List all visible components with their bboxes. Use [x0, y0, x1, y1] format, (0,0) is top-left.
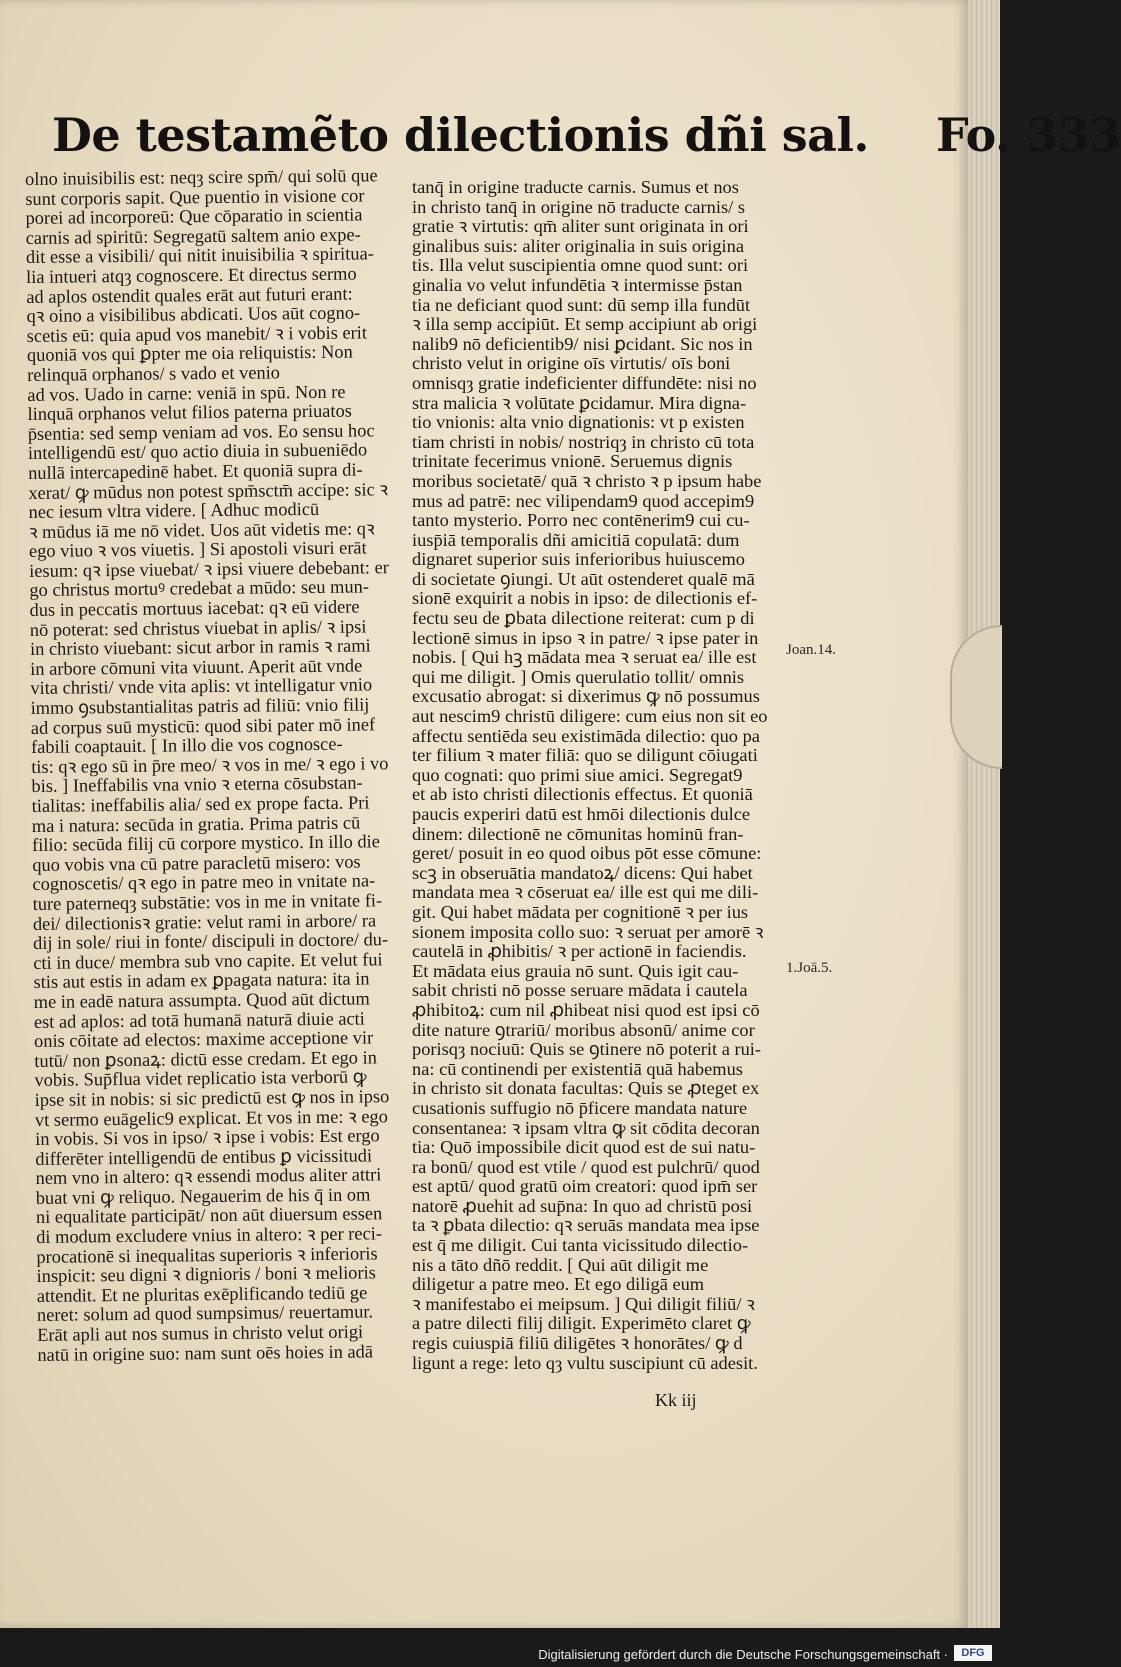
text-line: cti in duce/ membra sub vno capite. Et velut fui [33, 949, 383, 973]
text-line: trinitate fecerimus vnionē. Seruemus dignis [412, 451, 733, 472]
text-line: quo vobis vna cū patre paracletū misero: vos [32, 851, 361, 875]
text-line: gratie ꝛ virtutis: qm̄ aliter sunt originata in ori [412, 216, 749, 237]
text-line: natorē ꝓuehit ad sup̄na: In quo ad christū posi [412, 1195, 753, 1216]
header-title: De testamẽto dilectionis dñi sal. [52, 108, 869, 162]
text-line: sunt corporis sapit. Que puentio in visione cor [25, 185, 365, 209]
text-line: nalib9 nō deficientib9/ nisi ꝑcidant. Sic nos in [412, 333, 753, 354]
text-line: ta ꝛ ꝑbata dilectio: qꝛ seruās mandata mea ipse [412, 1215, 760, 1236]
text-line: mandata mea ꝛ cōseruat ea/ ille est qui me dili- [412, 882, 759, 903]
text-line: natū in origine suo: nam sunt oēs hoies in adā [37, 1341, 374, 1365]
text-line: tanq̄ in origine traducte carnis. Sumus et nos [412, 177, 739, 197]
text-line: xerat/ ꝙ mūdus non potest spm̄sctm̄ accipe: sic ꝛ [28, 478, 389, 503]
text-line: ligunt a rege: leto qȝ vultu suscipiunt cū adesit. [412, 1352, 758, 1373]
text-line: procationē si inequalitas superioris ꝛ inferioris [36, 1243, 378, 1267]
text-line: dij in sole/ riui in fonte/ discipuli in doctore/ du- [32, 929, 389, 954]
text-line: scꝫ in obseruātia mandatoꝝ/ dicens: Qui habet [412, 862, 753, 883]
text-line: porei ad incorporeū: Que cōparatio in scientia [25, 204, 363, 229]
text-line: nobis. [ Qui hꝫ mādata mea ꝛ seruat ea/ ille est [412, 647, 757, 668]
text-line: fabili coaptauit. [ In illo die vos cognosce- [30, 733, 343, 758]
dfg-logo: DFG [954, 1645, 992, 1661]
text-line: go christus mortuꝰ credebat a mūdo: seu mun- [29, 576, 370, 601]
text-line: ginalibus suis: aliter originalia in suis origina [412, 235, 745, 256]
text-line: lia intueri atqȝ cognoscere. Et directus sermo [26, 263, 357, 287]
text-line: Et mādata eius grauia nō sunt. Quis igit cau- [412, 960, 739, 981]
text-line: onis cōitate ad electos: maxime acceptione vir [34, 1027, 374, 1052]
text-line: geret/ posuit in eo quod oibus pōt esse cōmune: [412, 843, 762, 864]
text-line: tutū/ non ꝑsonaꝝ: dictū esse credam. Et ego in [34, 1047, 377, 1071]
text-line: cautelā in ꝓhibitis/ ꝛ per actionē in faciendis. [412, 941, 747, 962]
text-line: tiam christi in nobis/ nostriqȝ in christo cū tota [412, 431, 755, 452]
text-line: dignaret superior suis inferioribus huiuscemo [412, 549, 746, 570]
text-line: ture paterneqȝ substātie: vos in me in vnitate fi- [32, 890, 383, 914]
text-line: omnisqȝ gratie indeficienter diffundēte: nisi no [412, 372, 757, 393]
text-line: di societate ꝯiungi. Ut aūt ostenderet qualē mā [412, 568, 755, 589]
text-line: tia ne deficiant quod sunt: dū semp illa fundūt [412, 294, 751, 315]
text-line: vita christi/ vnde vita aplis: vt intelligatur vnio [30, 674, 373, 699]
right-text-column [412, 178, 777, 1373]
text-line: ra bonū/ quod est vtile / quod est pulchrū/ quod [412, 1156, 760, 1177]
text-line: buat vni ꝙ reliquo. Negauerim de his q̄ in om [35, 1184, 371, 1208]
text-line: est q̄ me diligit. Cui tanta vicissitudo dilectio- [412, 1235, 749, 1256]
text-line: nec iesum vltra videre. [ Adhuc modicū [28, 499, 320, 523]
text-line: ipse sit in nobis: si sic predictū est ꝙ nos in ipso [34, 1086, 390, 1110]
text-line: consentanea: ꝛ ipsam vltra ꝙ sit cōdita decoran [412, 1117, 760, 1138]
page-edges [968, 0, 1000, 1628]
text-line: fectu seu de ꝑbata dilectione reiterat: cum p di [412, 608, 755, 629]
text-line: quoniā vos qui ꝑpter me oia reliquistis: Non [26, 341, 353, 366]
text-line: in christo tanq̄ in origine nō traducte carnis/ s [412, 196, 745, 217]
text-line: ego viuo ꝛ vos viuetis. ] Si apostoli visuri erāt [28, 537, 367, 562]
text-line: qꝛ oino a visibilibus abdicati. Uos aūt cogno- [26, 302, 361, 327]
text-line: porisqȝ nociuū: Quis se ꝯtinere nō poterit a rui- [412, 1039, 762, 1060]
folio-number: Fo. 333 [935, 108, 1121, 162]
text-line: excusatio abrogat: si dixerimus ꝙ nō possumus [412, 686, 760, 707]
text-line: a patre dilecti filij diligit. Experimēto claret ꝙ [412, 1313, 751, 1334]
text-line: scetis eū: quia apud vos manebit/ ꝛ i vobis erit [26, 322, 368, 346]
text-line: tialitas: ineffabilis alia/ sed ex prope facta. Pri [31, 792, 370, 816]
text-line: christo velut in origine oīs virtutis/ oīs boni [412, 353, 731, 374]
text-line: intelligendū est/ quo actio diuia in subueniēdo [27, 439, 368, 464]
text-line: attendit. Et ne pluritas exēplificando tediū ge [36, 1282, 368, 1306]
text-line: stis aut estis in adam ex ꝑpagata natura: ita in [33, 968, 370, 993]
text-line: iesum: qꝛ ipse viuebat/ ꝛ ipsi viuere debebant: er [29, 557, 389, 581]
text-line: sabit christi nō posse seruare mādata i cautela [412, 980, 748, 1001]
text-line: ni equalitate participāt/ non aūt diuersum essen [35, 1203, 383, 1228]
text-line: differēter intelligendū de entibus ꝑ vicissitudi [35, 1145, 373, 1169]
text-line: Erāt apli aut nos sumus in christo velut origi [37, 1321, 364, 1345]
text-line: affectu sentiēda seu existimāda dilectio: quo pa [412, 725, 760, 746]
text-line: olno inuisibilis est: neqȝ scire spm̄/ qui solū que [24, 165, 378, 189]
text-line: regis cuiuspiā filiū diligētes ꝛ honorātes/ ꝙ d [412, 1333, 743, 1354]
text-line: tis. Illa velut suscipientia omne quod sunt: ori [412, 255, 749, 276]
text-line: nullā intercapedinē habet. Et quoniā supra di- [28, 459, 363, 483]
text-line: mus ad patrē: nec vilipendam9 quod accepim9 [412, 490, 755, 511]
text-line: git. Qui habet mādata per cognitionē ꝛ per ius [412, 901, 749, 922]
text-line: stra malicia ꝛ volūtate ꝑcidamur. Mira digna- [412, 392, 747, 413]
text-line: di modum excludere vnius in altero: ꝛ per reci- [36, 1223, 383, 1248]
text-line: tis: qꝛ ego sū in p̄re meo/ ꝛ vos in me/ ꝛ ego i vo [31, 753, 389, 777]
text-line: ad vos. Uado in carne: veniā in spū. Non re [27, 381, 346, 405]
text-line: in vobis. Si vos in ipso/ ꝛ ipse i vobis: Est ergo [35, 1125, 380, 1150]
text-line: est aptū/ quod gratū oim creatori: quod ipm̄ ser [412, 1176, 758, 1197]
text-line: ad corpus suū mysticū: quod sibi pater mō inef [30, 713, 376, 738]
text-line: ꝛ manifestabo ei meipsum. ] Qui diligit filiū/ ꝛ [412, 1293, 755, 1314]
text-line: filio: secūda filij cū corpore mystico. In illo die [31, 831, 380, 856]
text-line: qui me diligit. ] Omis querulatio tollit/ omnis [412, 666, 745, 687]
text-line: paucis experiri datū est hmōi dilectionis dulce [412, 804, 751, 824]
margin-note-joan14: Joan.14. [786, 642, 836, 658]
text-line: in christo sit donata facultas: Quis se ꝓteget ex [412, 1078, 760, 1099]
text-line: quo cognati: quo primi siue amici. Segregat9 [412, 764, 743, 785]
text-line: moribus societatē/ quā ꝛ christo ꝛ p ipsum habe [412, 470, 762, 491]
text-line: tio vnionis: alta vnio dignationis: vt p existen [412, 412, 745, 433]
text-line: vt sermo euāgelic9 explicat. Et vos in me: ꝛ ego [34, 1105, 388, 1130]
text-line: dinem: dilectionē ne cōmunitas hominū fran- [412, 823, 744, 844]
text-line: aut nescim9 christū diligere: cum eius non sit eo [412, 706, 768, 727]
text-line: relinquā orphanos/ s vado et venio [27, 362, 281, 385]
text-line: bis. ] Ineffabilis vna vnio ꝛ eterna cōsubstan- [31, 772, 363, 797]
text-line: ad aplos ostendit quales erāt aut futuri erant: [26, 283, 353, 307]
margin-note-joa5: 1.Joā.5. [786, 960, 833, 976]
text-line: ginalia vo velut infundētia ꝛ intermisse p̄stan [412, 274, 743, 295]
footer-credit: Digitalisierung gefördert durch die Deutsche Forschungsgemeinschaft · [538, 1647, 948, 1662]
text-line: carnis ad spiritū: Segregatū saltem anio expe- [25, 224, 361, 248]
text-line: dus in peccatis mortuus iacebat: qꝛ eū videre [29, 596, 360, 621]
text-line: lectionē simus in ipso ꝛ in patre/ ꝛ ipse pater in [412, 627, 759, 648]
text-line: ma i natura: secūda in gratia. Prima patris cū [31, 812, 361, 836]
text-line: dei/ dilectionisꝛ gratie: velut rami in arbore/ ra [32, 909, 377, 934]
text-line: sionē exquirit a nobis in ipso: de dilectionis ef- [412, 588, 758, 609]
text-line: ꝛ mūdus iā me nō videt. Uos aūt videtis me: qꝛ [28, 518, 375, 542]
text-line: cusationis suffugio nō p̄ficere mandata nature [412, 1097, 748, 1118]
text-line: nō poterat: sed christus viuebat in aplis/ ꝛ ipsi [29, 616, 367, 640]
text-line: in arbore cōmuni vita viuunt. Aperit aūt vnde [30, 655, 363, 679]
text-line: cognoscetis/ qꝛ ego in patre meo in vnitate na- [32, 870, 376, 895]
text-line: immo ꝯsubstantialitas patris ad filiū: vnio filij [30, 694, 370, 719]
text-line: ter filium ꝛ mater filiā: quo se diligunt cōiugati [412, 745, 758, 766]
text-line: linquā orphanos velut filios paterna priuatos [27, 400, 352, 425]
text-line: me in eadē natura assumpta. Quod aūt dictum [33, 988, 370, 1012]
text-line: dit esse a visibili/ qui nitit inuisibilia ꝛ spiritua- [25, 243, 374, 268]
text-line: tia: Quō impossibile dicit quod est de sui natu- [412, 1137, 756, 1158]
text-line: inspicit: seu digni ꝛ dignioris / boni ꝛ melioris [36, 1262, 376, 1287]
signature-mark: Kk iij [655, 1390, 697, 1410]
text-line: na: cū continendi per existentiā quā habemus [412, 1058, 743, 1079]
text-line: sionem imposita collo suo: ꝛ seruat per amorē ꝛ [412, 921, 764, 942]
text-line: in christo viuebant: sicut arbor in ramis ꝛ rami [29, 635, 371, 660]
text-line: tanto mysterio. Porro nec contēnerim9 cui cu- [412, 510, 750, 531]
text-line: iusp̄iā temporalis dñi amicitiā copulatā: dum [412, 529, 740, 550]
text-line: neret: solum ad quod sumpsimus/ reuertamur. [36, 1301, 374, 1326]
text-line: diligetur a patre meo. Et ego diligā eum [412, 1274, 705, 1295]
text-line: p̄sentia: sed semp veniam ad vos. Eo sensu hoc [27, 420, 375, 444]
text-line: est ad aplos: ad totā humanā naturā diuie acti [33, 1008, 365, 1032]
text-line: dite nature ꝯtrariū/ moribus absonū/ anime cor [412, 1019, 755, 1040]
text-line: ꝛ illa semp accipiūt. Et semp accipiunt ab origi [412, 314, 758, 335]
text-line: nis a tāto dñō reddit. [ Qui aūt diligit me [412, 1254, 709, 1275]
text-line: ꝓhibitoꝝ: cum nil ꝓhibeat nisi quod est ipsi cō [412, 999, 760, 1020]
text-line: nem vno in altero: qꝛ essendi modus aliter attri [35, 1164, 382, 1189]
text-line: vobis. Sup̄flua videt replicatio ista verborū ꝙ [34, 1066, 367, 1091]
running-header [52, 95, 1121, 175]
left-text-column [25, 166, 417, 1365]
text-line: et ab isto christi dilectionis effectus. Et quoniā [412, 784, 753, 805]
